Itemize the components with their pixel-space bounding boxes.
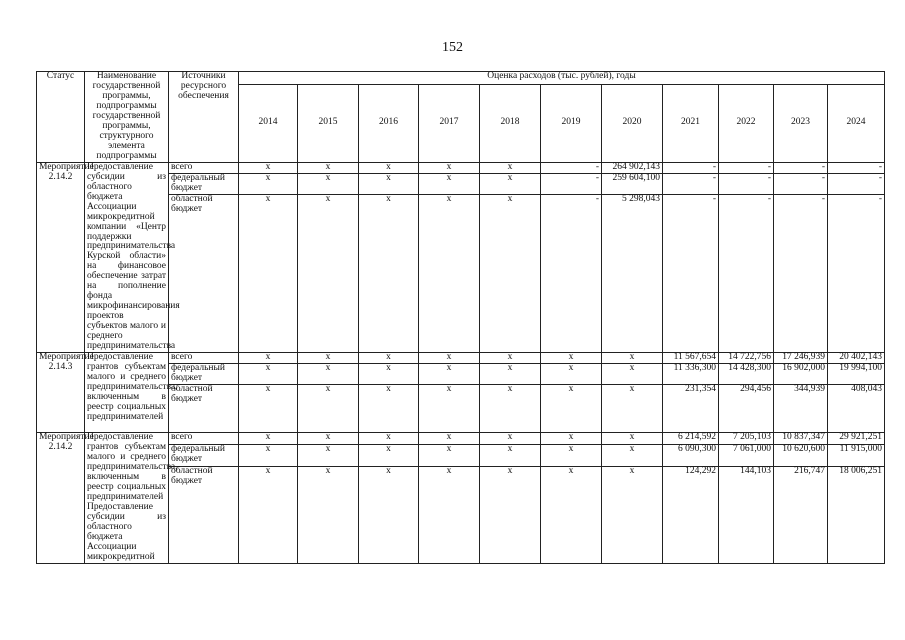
row-source: федеральный бюджет	[169, 173, 239, 194]
row-value: x	[602, 444, 663, 466]
row-value: x	[359, 162, 419, 173]
row-value: x	[480, 364, 541, 385]
row-value: x	[359, 466, 419, 563]
row-value: x	[419, 353, 480, 364]
row-value: x	[480, 173, 541, 194]
row-value: x	[480, 444, 541, 466]
header-name: Наименование государственной программы, подпрограммы государственной программы, структурного элемента подпрограммы	[85, 72, 169, 163]
row-value: x	[359, 353, 419, 364]
row-value: 10 620,600	[774, 444, 828, 466]
row-value: x	[419, 466, 480, 563]
row-value: 14 722,756	[719, 353, 774, 364]
row-value: -	[541, 195, 602, 353]
header-source: Источники ресурсного обеспечения	[169, 72, 239, 163]
row-value: x	[602, 433, 663, 445]
row-source: всего	[169, 162, 239, 173]
row-value: x	[298, 173, 359, 194]
row-value: 16 902,000	[774, 364, 828, 385]
row-value: x	[359, 195, 419, 353]
row-value: 259 604,100	[602, 173, 663, 194]
table-row	[37, 353, 885, 364]
row-value: x	[359, 173, 419, 194]
row-value: -	[828, 173, 885, 194]
row-value: x	[298, 353, 359, 364]
row-value: 11 567,654	[663, 353, 719, 364]
row-value: x	[419, 195, 480, 353]
header-year: 2015	[298, 84, 359, 162]
row-value: 11 336,300	[663, 364, 719, 385]
row-value: -	[663, 162, 719, 173]
row-value: x	[239, 444, 298, 466]
row-value: x	[602, 364, 663, 385]
header-year: 2017	[419, 84, 480, 162]
row-value: -	[828, 195, 885, 353]
row-value: x	[602, 466, 663, 563]
row-name: Предоставление грантов субъектам малого и среднего предпринимательства, включенным в реестр социальных предпринимателей	[85, 353, 169, 433]
row-source: федеральный бюджет	[169, 364, 239, 385]
row-value: -	[719, 162, 774, 173]
table-row	[37, 162, 885, 173]
row-value: 231,354	[663, 385, 719, 433]
row-value: 144,103	[719, 466, 774, 563]
row-value: x	[298, 364, 359, 385]
table-row	[37, 433, 885, 445]
header-year: 2020	[602, 84, 663, 162]
row-value: -	[719, 173, 774, 194]
row-name: Предоставление грантов субъектам малого и среднего предпринимательства, включенным в реестр социальных предпринимателей Предоставление субсидии из областного бюджета Ассоциации микрокредитной	[85, 433, 169, 564]
header-status: Статус	[37, 72, 85, 163]
row-value: x	[239, 364, 298, 385]
row-value: 11 915,000	[828, 444, 885, 466]
page-number: 152	[442, 40, 463, 55]
row-value: 264 902,143	[602, 162, 663, 173]
row-value: x	[480, 195, 541, 353]
row-source: федеральный бюджет	[169, 444, 239, 466]
row-value: x	[602, 353, 663, 364]
header-estimate: Оценка расходов (тыс. рублей), годы	[239, 72, 885, 85]
header-year: 2023	[774, 84, 828, 162]
row-value: 5 298,043	[602, 195, 663, 353]
row-value: x	[480, 162, 541, 173]
row-value: x	[239, 466, 298, 563]
row-value: 294,456	[719, 385, 774, 433]
row-value: x	[239, 173, 298, 194]
row-value: -	[663, 173, 719, 194]
row-value: x	[239, 353, 298, 364]
row-value: -	[774, 162, 828, 173]
row-value: x	[419, 162, 480, 173]
row-value: 408,043	[828, 385, 885, 433]
row-value: x	[298, 195, 359, 353]
header-year: 2021	[663, 84, 719, 162]
header-year: 2016	[359, 84, 419, 162]
row-value: x	[239, 433, 298, 445]
row-value: x	[419, 444, 480, 466]
row-value: -	[774, 173, 828, 194]
row-value: x	[419, 433, 480, 445]
row-value: x	[480, 353, 541, 364]
row-value: -	[663, 195, 719, 353]
row-value: x	[419, 385, 480, 433]
row-value: 14 428,300	[719, 364, 774, 385]
row-status: Мероприятие 2.14.2	[37, 162, 85, 352]
row-value: x	[541, 364, 602, 385]
header-year: 2019	[541, 84, 602, 162]
row-value: 10 837,347	[774, 433, 828, 445]
row-value: 17 246,939	[774, 353, 828, 364]
row-value: x	[541, 444, 602, 466]
row-value: 6 214,592	[663, 433, 719, 445]
row-source: областной бюджет	[169, 195, 239, 353]
row-value: -	[719, 195, 774, 353]
row-value: 20 402,143	[828, 353, 885, 364]
row-value: x	[359, 433, 419, 445]
row-value: x	[359, 385, 419, 433]
row-value: 344,939	[774, 385, 828, 433]
row-value: x	[541, 466, 602, 563]
row-value: x	[480, 433, 541, 445]
row-value: x	[541, 353, 602, 364]
row-value: x	[239, 162, 298, 173]
row-source: областной бюджет	[169, 466, 239, 563]
row-value: 18 006,251	[828, 466, 885, 563]
row-value: x	[359, 364, 419, 385]
row-value: -	[541, 162, 602, 173]
header-year: 2024	[828, 84, 885, 162]
row-value: x	[298, 444, 359, 466]
row-value: x	[239, 385, 298, 433]
row-value: -	[828, 162, 885, 173]
header-year: 2014	[239, 84, 298, 162]
row-source: всего	[169, 433, 239, 445]
row-value: 29 921,251	[828, 433, 885, 445]
row-value: x	[541, 433, 602, 445]
row-value: 19 994,100	[828, 364, 885, 385]
row-value: 216,747	[774, 466, 828, 563]
row-value: 7 061,000	[719, 444, 774, 466]
row-value: 6 090,300	[663, 444, 719, 466]
row-value: x	[298, 162, 359, 173]
row-value: -	[541, 173, 602, 194]
row-value: -	[774, 195, 828, 353]
row-value: 124,292	[663, 466, 719, 563]
row-status: Мероприятие 2.14.2	[37, 433, 85, 564]
row-value: x	[480, 385, 541, 433]
row-value: x	[298, 466, 359, 563]
row-value: x	[298, 433, 359, 445]
row-value: x	[419, 364, 480, 385]
row-value: x	[480, 466, 541, 563]
row-source: областной бюджет	[169, 385, 239, 433]
row-value: x	[602, 385, 663, 433]
row-source: всего	[169, 353, 239, 364]
row-value: x	[239, 195, 298, 353]
row-value: x	[298, 385, 359, 433]
row-value: x	[359, 444, 419, 466]
budget-table	[36, 71, 885, 564]
header-year: 2018	[480, 84, 541, 162]
row-value: x	[419, 173, 480, 194]
row-name: Предоставление субсидии из областного бюджета Ассоциации микрокредитной компании «Центр поддержки предпринимательства Курской области» на финансовое обеспечение затрат на пополнение фонда микрофинансирования проектов субъектов малого и среднего предпринимательства	[85, 162, 169, 352]
row-value: 7 205,103	[719, 433, 774, 445]
header-year: 2022	[719, 84, 774, 162]
row-status: Мероприятие 2.14.3	[37, 353, 85, 433]
row-value: x	[541, 385, 602, 433]
